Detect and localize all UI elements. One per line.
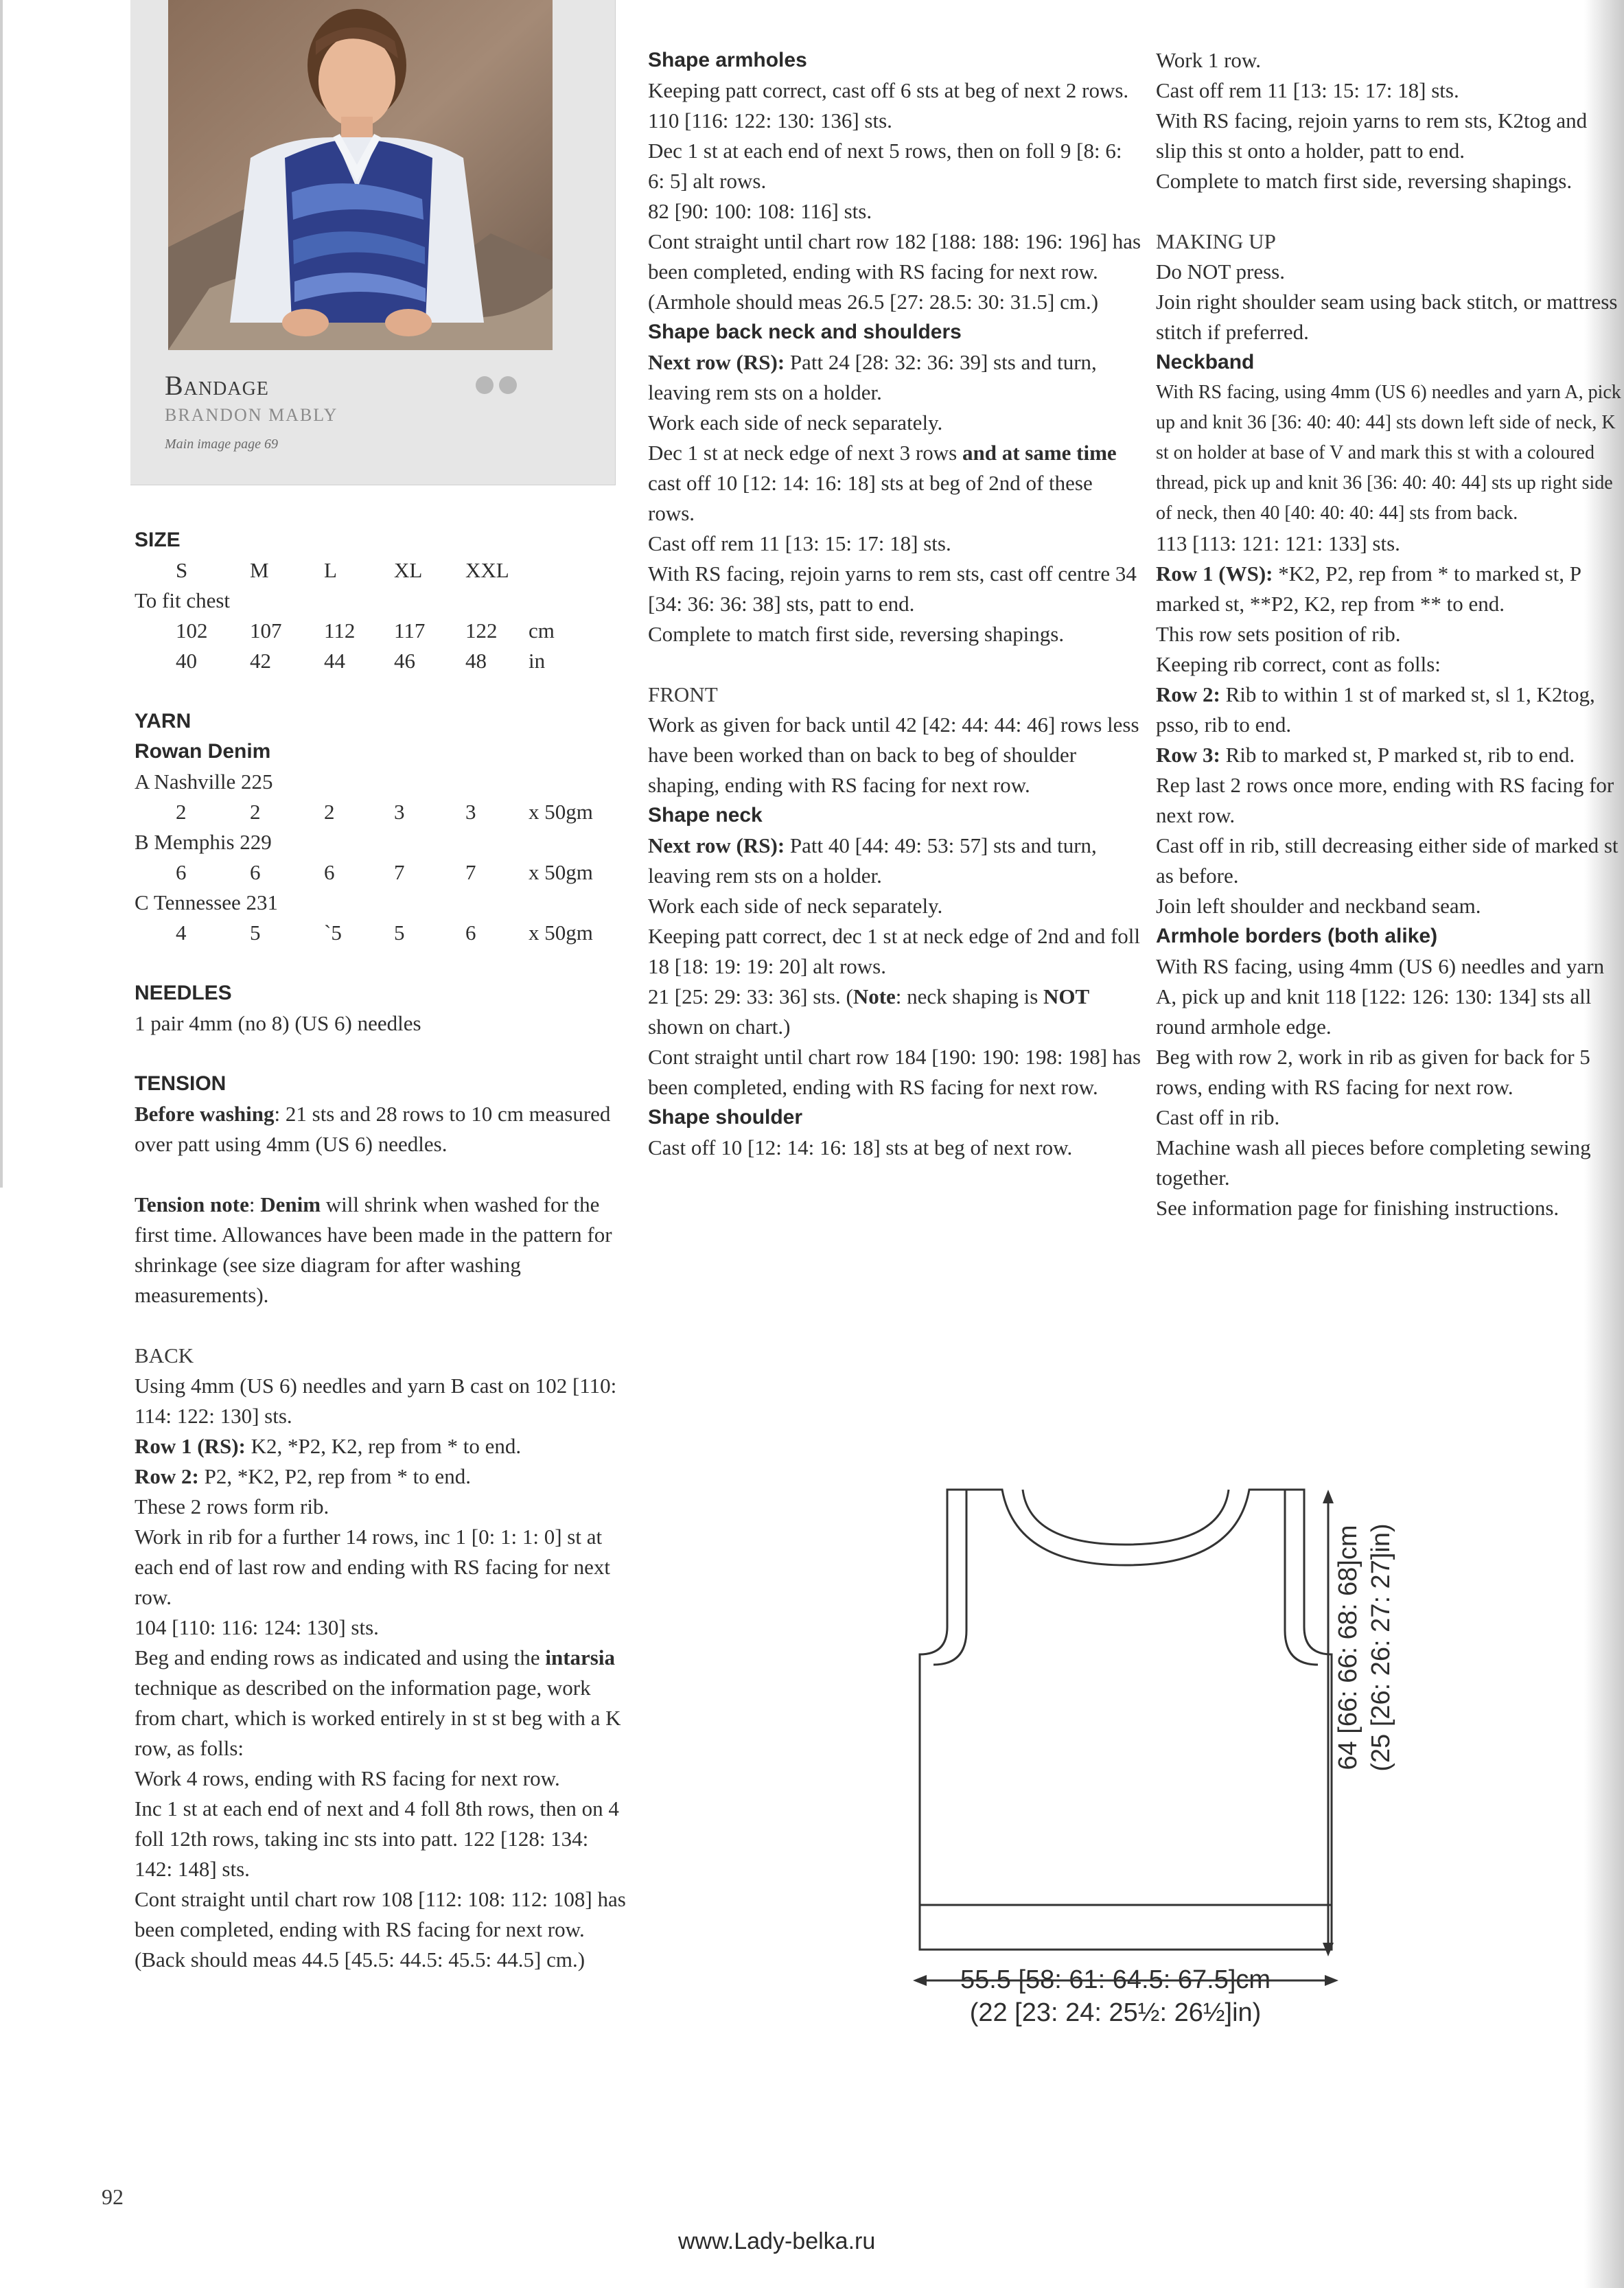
size-heading: SIZE	[135, 529, 181, 551]
row-label: Row 1 (RS):	[135, 1434, 246, 1458]
row-text: *K2, P2, rep from * to marked st, P marked st, **P2, K2, rep from ** to end.	[1156, 562, 1581, 616]
yarn-qty: 6	[324, 860, 335, 884]
emphasis: Note	[852, 984, 896, 1008]
armholes-p4: 82 [90: 100: 108: 116] sts.	[648, 199, 872, 223]
front-p2: Work each side of neck separately.	[648, 894, 943, 918]
chest-in-unit: in	[529, 649, 546, 673]
vest-schematic	[892, 1476, 1387, 2025]
designer-name: BRANDON MABLY	[165, 405, 338, 425]
difficulty-rating	[476, 376, 522, 397]
column-1	[135, 525, 629, 1975]
row-label: Row 3:	[1156, 743, 1220, 767]
yarn-unit: x 50gm	[529, 921, 593, 945]
armhole-p14: See information page for finishing instructions.	[1156, 1196, 1559, 1220]
width-in: (22 [23: 24: 25½: 26½]in)	[969, 1998, 1262, 2027]
front-p3: Keeping patt correct, dec 1 st at neck edge of 2nd and foll 18 [18: 19: 19: 20] alt rows.	[648, 924, 1141, 978]
armhole-borders-heading: Armhole borders (both alike)	[1156, 925, 1438, 947]
chest-cm-row	[135, 616, 629, 646]
yarn-heading: YARN	[135, 710, 192, 732]
armhole-p11: Beg with row 2, work in rib as given for back for 5 rows, ending with RS facing for next row.	[1156, 1045, 1590, 1099]
front-heading: FRONT	[648, 682, 718, 706]
armhole-band-right	[1285, 1490, 1318, 1665]
tension-before	[135, 1099, 629, 1159]
neckband-row-3	[1156, 740, 1623, 770]
neckband-p9: Join left shoulder and neckband seam.	[1156, 894, 1481, 918]
chest-in-value: 44	[324, 649, 345, 673]
neckband-p5: This row sets position of rib.	[1156, 622, 1401, 646]
text-span: 21 [25: 29: 33: 36] sts. (	[648, 984, 853, 1008]
row-label: Row 1 (WS):	[1156, 562, 1273, 586]
yarn-qty-row-a	[135, 797, 629, 827]
tension-before-text: : 21 sts and 28 rows to 10 cm measured over patt using 4mm (US 6) needles.	[135, 1102, 611, 1156]
tension-note	[135, 1190, 629, 1310]
row-text: Rib to within 1 st of marked st, sl 1, K2tog, psso, rib to end.	[1156, 682, 1595, 737]
yarn-color-b: B Memphis 229	[135, 830, 272, 854]
back-neck-p5: Complete to match first side, reversing shapings.	[648, 622, 1065, 646]
vest-outline	[920, 1490, 1332, 1950]
model-photo	[168, 0, 553, 350]
back-cont-straight: Cont straight until chart row 108 [112: 108: 112: 108] has been completed, ending with RS facing for next row. (Back should meas 44.5 [45.5: 44.5: 45.5: 44.5] cm.)	[135, 1887, 626, 1972]
yarn-qty: 5	[394, 921, 405, 945]
armholes-p1: Keeping patt correct, cast off 6 sts at beg of next 2 rows.	[648, 78, 1129, 102]
back-intarsia	[135, 1643, 629, 1764]
front-p7: Work 1 row.	[1156, 48, 1262, 72]
front-p9: With RS facing, rejoin yarns to rem sts, K2tog and slip this st onto a holder, patt to end.	[1156, 108, 1588, 163]
size-label: XXL	[465, 558, 509, 582]
yarn-qty: 6	[176, 860, 187, 884]
tension-note-label: Tension note	[135, 1192, 249, 1216]
front-p5: Cont straight until chart row 184 [190: 190: 198: 198] has been completed, ending with RS facing for next row.	[648, 1045, 1141, 1099]
text-span: : neck shaping is	[895, 984, 1044, 1008]
making-up-p2: Join right shoulder seam using back stitch, or mattress stitch if preferred.	[1156, 290, 1618, 344]
yarn-color-c: C Tennessee 231	[135, 890, 279, 914]
model-photo-illustration	[168, 0, 553, 350]
chest-cm-value: 107	[250, 619, 282, 643]
needles-heading: NEEDLES	[135, 982, 232, 1004]
yarn-qty: 3	[465, 800, 476, 824]
yarn-unit: x 50gm	[529, 860, 593, 884]
text-span: cast off 10 [12: 14: 16: 18] sts at beg of 2nd of these rows.	[648, 471, 1093, 525]
row-label: Next row (RS):	[648, 350, 785, 374]
back-neck-heading: Shape back neck and shoulders	[648, 321, 962, 343]
back-rib-note: These 2 rows form rib.	[135, 1494, 329, 1518]
front-shape-shoulder-heading: Shape shoulder	[648, 1106, 803, 1129]
needles-text: 1 pair 4mm (no 8) (US 6) needles	[135, 1011, 421, 1035]
yarn-qty: 2	[250, 800, 261, 824]
size-label: M	[250, 558, 269, 582]
intarsia-term: intarsia	[545, 1645, 615, 1669]
front-shape-neck-heading: Shape neck	[648, 804, 763, 827]
row-text: P2, *K2, P2, rep from * to end.	[198, 1464, 471, 1488]
row-text: Rib to marked st, P marked st, rib to end.	[1220, 743, 1575, 767]
armholes-p3: Dec 1 st at each end of next 5 rows, then on foll 9 [8: 6: 6: 5] alt rows.	[648, 139, 1122, 193]
back-row-1	[135, 1431, 629, 1461]
width-cm: 55.5 [58: 61: 64.5: 67.5]cm	[960, 1965, 1271, 1994]
neckband-p7: Rep last 2 rows once more, ending with RS facing for next row.	[1156, 773, 1614, 827]
neckband-row-1	[1156, 559, 1623, 619]
tension-note-sep: :	[248, 1192, 261, 1216]
armholes-p2: 110 [116: 122: 130: 136] sts.	[648, 108, 892, 132]
yarn-color-a: A Nashville 225	[135, 770, 273, 794]
row-text: Patt 24 [28: 32: 36: 39] sts and turn, leaving rem sts on a holder.	[648, 350, 1097, 404]
yarn-qty: 3	[394, 800, 405, 824]
page-edge-strip	[0, 0, 3, 1188]
back-neck-p1: Work each side of neck separately.	[648, 411, 943, 435]
header-card	[130, 0, 616, 485]
size-label: S	[176, 558, 188, 582]
neckband-p3: With RS facing, using 4mm (US 6) needles and yarn A, pick up and knit 36 [36: 40: 40: 44] sts down left side of neck, K st on holder at base of V and mark this st with a coloured thread, pick up and knit 36 [36: 40: 40: 44] sts up right side of neck, then 40 [40: 40: 40: 44] sts from back.	[1156, 382, 1621, 524]
neckband-p6: Keeping rib correct, cont as folls:	[1156, 652, 1441, 676]
difficulty-dot	[476, 376, 494, 394]
yarn-qty: 7	[394, 860, 405, 884]
yarn-qty: 2	[176, 800, 187, 824]
back-heading: BACK	[135, 1343, 194, 1367]
back-row-2	[135, 1461, 629, 1492]
row-label: Next row (RS):	[648, 833, 785, 857]
chest-cm-value: 112	[324, 619, 356, 643]
chest-cm-value: 117	[394, 619, 426, 643]
chest-in-value: 42	[250, 649, 271, 673]
height-measurement	[1332, 1442, 1400, 1853]
yarn-unit: x 50gm	[529, 800, 593, 824]
size-label: XL	[394, 558, 423, 582]
text-span: Beg and ending rows as indicated and using the	[135, 1645, 546, 1669]
armholes-p5: Cont straight until chart row 182 [188: 188: 196: 196] has been completed, ending with RS facing for next row. (Armhole should meas 26.5 [27: 28.5: 30: 31.5] cm.)	[648, 229, 1141, 314]
column-3	[1156, 45, 1623, 1223]
size-diagram	[892, 1476, 1387, 2025]
back-neck-p4: With RS facing, rejoin yarns to rem sts, cast off centre 34 [34: 36: 36: 38] sts, patt to end.	[648, 562, 1137, 616]
front-p1: Work as given for back until 42 [42: 44: 44: 46] rows less have been worked than on back to beg of shoulder shaping, ending with RS facing for next row.	[648, 713, 1139, 797]
size-labels-row	[135, 555, 629, 586]
front-next-row	[648, 831, 1142, 891]
website-watermark: www.Lady-belka.ru	[678, 2228, 876, 2254]
tension-note-text: will shrink when washed for the first time. Allowances have been made in the pattern for shrinkage (see size diagram for after washing measurements).	[135, 1192, 612, 1307]
neckline-inner	[1023, 1490, 1229, 1545]
fit-chest-label: To fit chest	[135, 588, 231, 612]
yarn-qty: 5	[250, 921, 261, 945]
row-text: K2, *P2, K2, rep from * to end.	[245, 1434, 522, 1458]
making-up-heading: MAKING UP	[1156, 229, 1276, 253]
neckband-p4: 113 [113: 121: 121: 133] sts.	[1156, 531, 1400, 555]
armhole-band-left	[933, 1490, 966, 1665]
tension-note-brand: Denim	[260, 1192, 321, 1216]
back-increase: Inc 1 st at each end of next and 4 foll 8th rows, then on 4 foll 12th rows, taking inc sts into patt. 122 [128: 134: 142: 148] sts.	[135, 1796, 619, 1881]
neckband-p8: Cast off in rib, still decreasing either side of marked st as before.	[1156, 833, 1619, 888]
armhole-p12: Cast off in rib.	[1156, 1105, 1280, 1129]
row-text: Patt 40 [44: 49: 53: 57] sts and turn, leaving rem sts on a holder.	[648, 833, 1097, 888]
text-span: shown on chart.)	[648, 1015, 791, 1039]
armhole-p13: Machine wash all pieces before completing sewing together.	[1156, 1135, 1591, 1190]
back-neck-next-row	[648, 347, 1142, 408]
text-span: Dec 1 st at neck edge of next 3 rows	[648, 441, 962, 465]
yarn-brand: Rowan Denim	[135, 740, 271, 763]
main-image-reference: Main image page 69	[165, 437, 278, 452]
making-up-p1: Do NOT press.	[1156, 259, 1285, 284]
front-p6: Cast off 10 [12: 14: 16: 18] sts at beg of next row.	[648, 1135, 1073, 1159]
yarn-qty-row-b	[135, 857, 629, 888]
emphasis: NOT	[1043, 984, 1090, 1008]
tension-heading: TENSION	[135, 1072, 227, 1095]
yarn-qty: 6	[250, 860, 261, 884]
column-2	[648, 45, 1142, 1163]
chest-in-value: 46	[394, 649, 415, 673]
back-stitch-count: 104 [110: 116: 124: 130] sts.	[135, 1615, 379, 1639]
yarn-qty: 2	[324, 800, 335, 824]
neckband-row-2	[1156, 680, 1623, 740]
back-work-rows: Work 4 rows, ending with RS facing for next row.	[135, 1766, 560, 1790]
width-measurement	[899, 1963, 1332, 2029]
tension-before-label: Before washing	[135, 1102, 275, 1126]
chest-cm-unit: cm	[529, 619, 555, 643]
yarn-qty-row-c	[135, 918, 629, 948]
neckband-heading: Neckband	[1156, 351, 1255, 373]
emphasis: and at same time	[962, 441, 1117, 465]
front-p8: Cast off rem 11 [13: 15: 17: 18] sts.	[1156, 78, 1459, 102]
page-number: 92	[102, 2184, 124, 2209]
height-cm: 64 [66: 66: 68: 68]cm	[1334, 1525, 1362, 1770]
yarn-qty: `5	[324, 921, 342, 945]
chest-cm-value: 122	[465, 619, 498, 643]
back-neck-p3: Cast off rem 11 [13: 15: 17: 18] sts.	[648, 531, 951, 555]
chest-in-value: 40	[176, 649, 197, 673]
back-cast-on: Using 4mm (US 6) needles and yarn B cast on 102 [110: 114: 122: 130] sts.	[135, 1374, 617, 1428]
armhole-p10: With RS facing, using 4mm (US 6) needles and yarn A, pick up and knit 118 [122: 126: 130: 134] sts all round armhole edge.	[1156, 954, 1605, 1039]
height-in: (25 [26: 26: 27: 27]in)	[1367, 1523, 1395, 1772]
yarn-qty: 4	[176, 921, 187, 945]
yarn-qty: 7	[465, 860, 476, 884]
front-p10: Complete to match first side, reversing shapings.	[1156, 169, 1573, 193]
chest-in-row	[135, 646, 629, 676]
row-label: Row 2:	[1156, 682, 1220, 706]
difficulty-dot	[499, 376, 517, 394]
chest-in-value: 48	[465, 649, 487, 673]
chest-cm-value: 102	[176, 619, 208, 643]
row-label: Row 2:	[135, 1464, 199, 1488]
text-span: technique as described on the information page, work from chart, which is worked entirely in st st beg with a K row, as folls:	[135, 1676, 621, 1760]
armholes-heading: Shape armholes	[648, 49, 807, 71]
front-p4	[648, 982, 1142, 1042]
size-label: L	[324, 558, 337, 582]
back-rib-instructions: Work in rib for a further 14 rows, inc 1 [0: 1: 1: 0] st at each end of last row and ending with RS facing for next row.	[135, 1525, 611, 1609]
pattern-title: Bandage	[165, 370, 269, 401]
yarn-qty: 6	[465, 921, 476, 945]
back-neck-p2	[648, 438, 1142, 529]
